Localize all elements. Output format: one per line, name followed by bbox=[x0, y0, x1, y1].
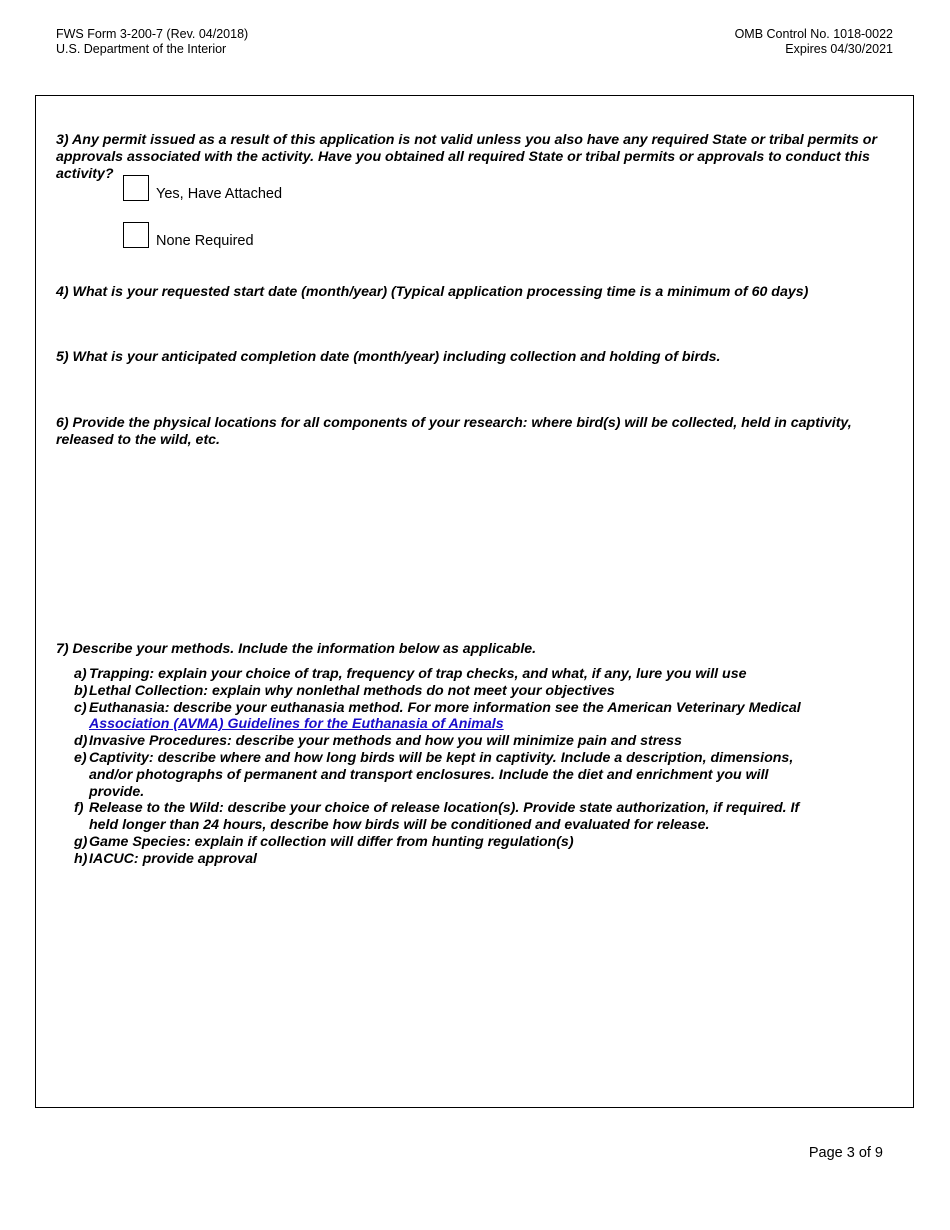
question-5: 5) What is your anticipated completion date (month/year) including collection and holding of birds. bbox=[56, 349, 721, 365]
page-number: Page 3 of 9 bbox=[808, 1145, 883, 1161]
none-required-checkbox[interactable] bbox=[123, 222, 149, 248]
item-text: Trapping: explain your choice of trap, frequency of trap checks, and what, if any, lure you will use bbox=[89, 666, 747, 682]
item-letter: e) bbox=[74, 749, 87, 766]
item-text: Game Species: explain if collection will differ from hunting regulation(s) bbox=[89, 833, 574, 850]
method-item-lethal-collection bbox=[74, 683, 804, 700]
omb-control-number: OMB Control No. 1018-0022 bbox=[734, 27, 893, 41]
method-item-euthanasia bbox=[74, 700, 804, 734]
expiration-date: Expires 04/30/2021 bbox=[785, 42, 893, 56]
form-id: FWS Form 3-200-7 (Rev. 04/2018) bbox=[56, 27, 249, 41]
method-item-game-species bbox=[74, 834, 804, 851]
yes-have-attached-checkbox[interactable] bbox=[123, 175, 149, 201]
item-letter: g) bbox=[74, 833, 88, 850]
yes-have-attached-label: Yes, Have Attached bbox=[156, 186, 283, 202]
item-letter: h) bbox=[74, 850, 88, 867]
item-text: Euthanasia: describe your euthanasia method. For more information see the American Veterinary Medical bbox=[89, 699, 801, 716]
item-text: Captivity: describe where and how long birds will be kept in captivity. Include a description, dimensions, and/or photographs of permanent and transport enclosures. Include the diet and enrichment you will provide. bbox=[89, 749, 794, 800]
question-7: 7) Describe your methods. Include the information below as applicable. bbox=[56, 641, 537, 657]
question-4: 4) What is your requested start date (month/year) (Typical application processing time is a minimum of 60 days) bbox=[56, 284, 809, 300]
method-item-iacuc bbox=[74, 851, 804, 868]
avma-guidelines-link[interactable]: Association (AVMA) Guidelines for the Euthanasia of Animals bbox=[89, 716, 504, 733]
item-letter: d) bbox=[74, 733, 88, 750]
item-text: Invasive Procedures: describe your methods and how you will minimize pain and stress bbox=[89, 733, 682, 750]
item-text: Release to the Wild: describe your choice of release location(s). Provide state authorization, if required. If held longer than 24 hours, describe how birds will be conditioned and evaluated for release. bbox=[89, 800, 800, 834]
item-letter: a) bbox=[74, 666, 87, 682]
form-header-right bbox=[735, 27, 893, 57]
department-name: U.S. Department of the Interior bbox=[56, 42, 227, 56]
question-6: 6) Provide the physical locations for all components of your research: where bird(s) will be collected, held in captivity, released to the wild, etc. bbox=[56, 415, 852, 448]
item-text: IACUC: provide approval bbox=[89, 850, 257, 867]
question-3: 3) Any permit issued as a result of this application is not valid unless you also have any required State or tribal permits or approvals associated with the activity. Have you obtained all required State or tribal permits or approvals to conduct this activity? bbox=[56, 132, 877, 182]
method-item-invasive-procedures bbox=[74, 733, 804, 750]
methods-list bbox=[74, 666, 804, 868]
form-header-left bbox=[56, 27, 248, 57]
method-item-trapping bbox=[74, 666, 804, 683]
item-letter: b) bbox=[74, 682, 88, 699]
item-letter: f) bbox=[74, 800, 84, 817]
item-text: Lethal Collection: explain why nonlethal methods do not meet your objectives bbox=[89, 682, 615, 699]
item-letter: c) bbox=[74, 699, 87, 716]
method-item-captivity bbox=[74, 750, 804, 800]
method-item-release-to-wild bbox=[74, 800, 804, 834]
none-required-label: None Required bbox=[156, 233, 254, 249]
